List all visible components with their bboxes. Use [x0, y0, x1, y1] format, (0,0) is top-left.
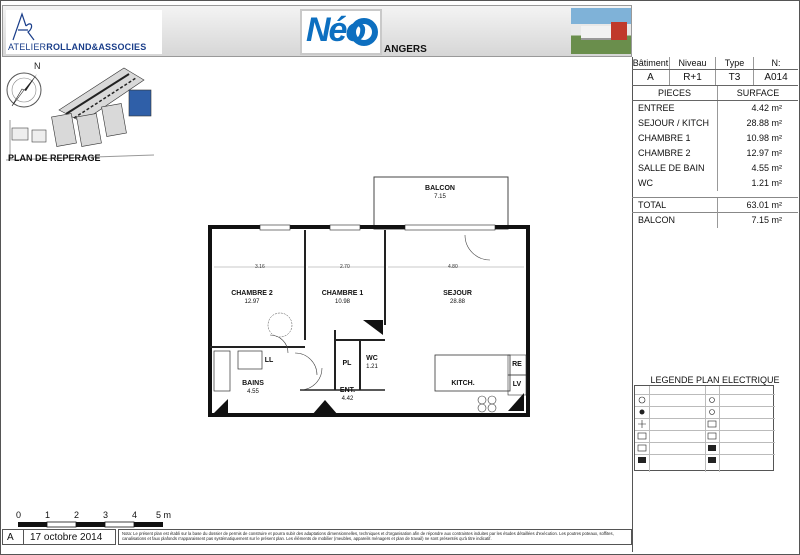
room-chambre-2: CHAMBRE 2 12.97 [231, 290, 273, 305]
scale-bar-graphic [18, 521, 178, 529]
header-niveau: Niveau [670, 57, 716, 69]
value-niveau: R+1 [670, 70, 716, 85]
revision-letter: A [7, 532, 14, 543]
svg-text:N: N [34, 61, 41, 71]
room-sejour: SEJOUR 28.88 [443, 290, 472, 305]
brand-logo [300, 9, 382, 55]
room-row: WC 1.21 m² [632, 176, 798, 191]
dimension-label: 3.16 [255, 264, 265, 270]
legend-symbols [635, 386, 775, 472]
site-buildings [52, 68, 151, 147]
room-kitchen: KITCH. [451, 380, 475, 387]
architect-logo [6, 10, 162, 54]
fixture-ll: LL [264, 357, 274, 364]
fixture-lv: LV [512, 381, 522, 388]
site-plan [4, 60, 164, 165]
brand-logo-ring-icon [350, 18, 378, 46]
site-annex [12, 128, 46, 142]
room-wc: WC 1.21 [366, 355, 378, 370]
dimension-label: 2.70 [340, 264, 350, 270]
room-row: SALLE DE BAIN 4.55 m² [632, 161, 798, 176]
architect-monogram-icon [10, 12, 36, 42]
room-entree: ENT. 4.42 [339, 387, 356, 402]
room-balcon: BALCON 7.15 [425, 185, 455, 200]
header-type: Type [716, 57, 754, 69]
legend-title: LEGENDE PLAN ELECTRIQUE [650, 375, 780, 385]
value-numero: A014 [764, 72, 788, 83]
info-headers [632, 57, 798, 70]
electrical-legend-table [634, 385, 774, 471]
brand-logo-text: Néo [306, 11, 365, 49]
site-plan-title: PLAN DE REPERAGE [8, 153, 101, 163]
fixture-re: RE [512, 361, 522, 368]
building-thumbnail [571, 8, 631, 54]
scale-bar: 0 1 2 3 4 5 m [16, 510, 176, 530]
header-batiment: Bâtiment [632, 58, 669, 68]
room-row: CHAMBRE 2 12.97 m² [632, 146, 798, 161]
disclaimer-note: Nota: Le présent plan est établi sur la base du dossier de permis de construire et pourra subir des adaptations dimensionnelles, techniques et d'organisation afin de répondre aux contraintes induites par les études détaillées d'exécution. Les poutres poteaux, soffites, canalisations et faux plafonds n'apparaissent pas systématiquement sur le présent plan. Les éléments de mobilier (meubles, appareils ménagers et plan de travail) ne sont présentés qu'à titre indicatif. [118, 529, 632, 545]
thumbnail-building [581, 26, 611, 40]
plan-date: 17 octobre 2014 [30, 532, 103, 543]
thumbnail-building [611, 22, 627, 40]
room-placard: PL [342, 360, 352, 367]
architect-name: ATELIERROLLAND&ASSOCIES [8, 42, 147, 52]
total-row: TOTAL 63.01 m² [632, 197, 798, 212]
info-values [632, 70, 798, 86]
floor-plan [200, 175, 540, 425]
room-chambre-1: CHAMBRE 1 10.98 [321, 290, 364, 305]
rooms-header: PIECES SURFACE [632, 86, 798, 101]
room-bains: BAINS 4.55 [242, 380, 264, 395]
compass-icon [7, 61, 41, 107]
value-batiment: A [632, 70, 670, 85]
header-numero: N: [771, 58, 781, 68]
dimension-label: 4.80 [448, 264, 458, 270]
balcon-row: BALCON 7.15 m² [632, 212, 798, 227]
value-type: T3 [716, 70, 754, 85]
room-row: SEJOUR / KITCH 28.88 m² [632, 116, 798, 131]
city-label: ANGERS [384, 44, 427, 55]
apartment-info-table [632, 57, 798, 227]
room-row: CHAMBRE 1 10.98 m² [632, 131, 798, 146]
room-row: ENTREE 4.42 m² [632, 101, 798, 116]
revision-date [2, 529, 116, 545]
